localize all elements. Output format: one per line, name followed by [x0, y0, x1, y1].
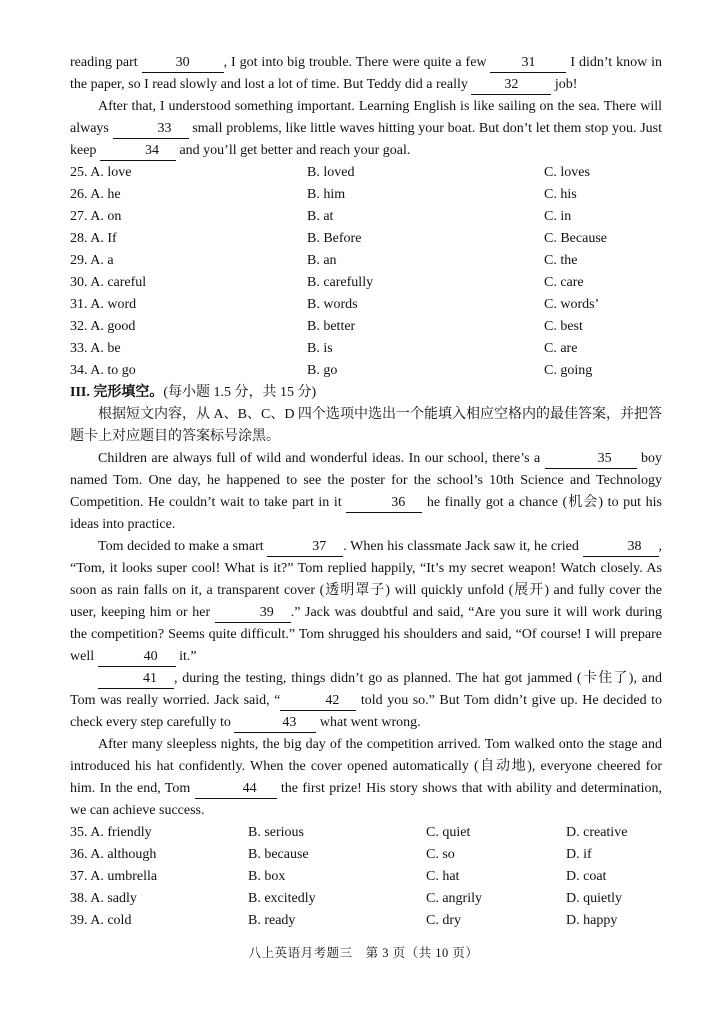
options-list-35-39 — [70, 822, 662, 932]
option-a: 28. A. If — [70, 231, 117, 246]
blank-44: 44 — [195, 780, 277, 799]
text-span: , I got into big trouble. There were quite a few — [223, 55, 491, 70]
option-row-27 — [70, 206, 662, 228]
option-row-33 — [70, 338, 662, 360]
option-a: 35. A. friendly — [70, 825, 152, 840]
option-b: B. carefully — [307, 275, 374, 290]
option-b: B. is — [307, 341, 333, 356]
text-span: . When his classmate Jack saw it, he cried — [343, 539, 583, 554]
text-span: he finally got a chance (机会) to put his ideas into practice. — [70, 495, 662, 532]
text-span: told you so.” But Tom didn’t give up. He decided to check every step carefully to — [70, 693, 662, 730]
option-c: C. are — [544, 341, 578, 356]
option-d: D. creative — [566, 825, 628, 840]
blank-34: 34 — [100, 142, 176, 161]
option-b: B. loved — [307, 165, 355, 180]
section-3-title — [70, 382, 662, 404]
option-a: 37. A. umbrella — [70, 869, 158, 884]
text-span: , during the testing, things didn’t go as planned. The hat got jammed (卡住了), and Tom was really worried. Jack said, “ — [70, 671, 662, 708]
option-b: B. excitedly — [248, 891, 316, 906]
option-d: D. coat — [566, 869, 607, 884]
passage-paragraph-3 — [70, 668, 662, 734]
passage-top-paragraph-1 — [70, 52, 662, 96]
blank-41: 41 — [98, 670, 174, 689]
option-a: 33. A. be — [70, 341, 121, 356]
passage-paragraph-1 — [70, 448, 662, 536]
option-b: B. better — [307, 319, 356, 334]
option-row-35 — [70, 822, 662, 844]
passage-top-paragraph-2 — [70, 96, 662, 162]
option-row-30 — [70, 272, 662, 294]
option-c: C. the — [544, 253, 578, 268]
option-c: C. Because — [544, 231, 607, 246]
option-b: B. Before — [307, 231, 362, 246]
section-heading: III. 完形填空。 — [70, 385, 164, 400]
option-a: 27. A. on — [70, 209, 122, 224]
option-c: C. best — [544, 319, 583, 334]
blank-42: 42 — [280, 692, 356, 711]
option-c: C. hat — [426, 869, 460, 884]
option-c: C. words’ — [544, 297, 600, 312]
option-row-28 — [70, 228, 662, 250]
blank-35: 35 — [545, 450, 637, 469]
page-footer: 八上英语月考题三 第 3 页（共 10 页） — [248, 946, 479, 960]
option-row-38 — [70, 888, 662, 910]
passage-paragraph-4 — [70, 734, 662, 822]
option-b: B. go — [307, 363, 338, 378]
blank-38: 38 — [583, 538, 659, 557]
option-a: 38. A. sadly — [70, 891, 137, 906]
option-c: C. dry — [426, 913, 461, 928]
option-row-36 — [70, 844, 662, 866]
option-b: B. ready — [248, 913, 296, 928]
options-list-25-34 — [70, 162, 662, 382]
option-row-34 — [70, 360, 662, 382]
option-c: C. going — [544, 363, 593, 378]
blank-43: 43 — [234, 714, 316, 733]
text-span: and you’ll get better and reach your goal. — [175, 143, 411, 158]
text-span: After many sleepless nights, the big day of the competition arrived. Tom walked onto the stage and introduced his hat confidently. When the cover opened automatically (自动地), everyone cheered for him. In the end, Tom — [70, 737, 662, 796]
text-span: it.” — [175, 649, 197, 664]
text-span: Tom decided to make a smart — [98, 539, 268, 554]
text-span: what went wrong. — [316, 715, 421, 730]
text-span: After that, I understood something important. Learning English is like sailing on the sea. There will always — [70, 99, 662, 136]
blank-33: 33 — [113, 120, 189, 139]
option-a: 26. A. he — [70, 187, 121, 202]
option-b: B. an — [307, 253, 337, 268]
text-span: Children are always full of wild and wonderful ideas. In our school, there’s a — [98, 451, 545, 466]
option-row-32 — [70, 316, 662, 338]
text-span: .” Jack was doubtful and said, “Are you sure it will work during the competition? Seems quite difficult.” Tom shrugged his shoulders and said, “Of course! I will prepare well — [70, 605, 662, 664]
option-b: B. serious — [248, 825, 304, 840]
text-span: job! — [551, 77, 578, 92]
option-c: C. quiet — [426, 825, 471, 840]
passage-paragraph-2 — [70, 536, 662, 668]
option-c: C. in — [544, 209, 572, 224]
option-d: D. if — [566, 847, 592, 862]
option-row-29 — [70, 250, 662, 272]
blank-30: 30 — [142, 54, 224, 73]
option-a: 34. A. to go — [70, 363, 136, 378]
blank-32: 32 — [471, 76, 551, 95]
option-a: 31. A. word — [70, 297, 137, 312]
section-score-note: (每小题 1.5 分，共 15 分) — [163, 385, 317, 400]
option-d: D. quietly — [566, 891, 622, 906]
option-a: 30. A. careful — [70, 275, 147, 290]
option-row-26 — [70, 184, 662, 206]
text-span: the first prize! His story shows that with ability and determination, we can achieve success. — [70, 781, 662, 818]
option-c: C. so — [426, 847, 455, 862]
option-c: C. his — [544, 187, 577, 202]
option-b: B. him — [307, 187, 346, 202]
blank-36: 36 — [346, 494, 422, 513]
blank-37: 37 — [267, 538, 343, 557]
option-c: C. angrily — [426, 891, 482, 906]
option-b: B. words — [307, 297, 358, 312]
option-a: 25. A. love — [70, 165, 132, 180]
text-span: , “Tom, it looks super cool! What is it?” Tom replied happily, “It’s my secret weapon! Watch closely. As soon as rain falls on it, a transparent cover (透明罩子) will quickly unfold (展开) and fully cover the user, keeping him or her — [70, 539, 662, 620]
text-span: reading part — [70, 55, 142, 70]
option-d: D. happy — [566, 913, 618, 928]
blank-39: 39 — [215, 604, 291, 623]
option-b: B. because — [248, 847, 309, 862]
option-row-25 — [70, 162, 662, 184]
option-a: 29. A. a — [70, 253, 114, 268]
text-span: small problems, like little waves hitting your boat. But don’t let them stop you. Just keep — [70, 121, 662, 158]
section-3-instruction: 根据短文内容，从 A、B、C、D 四个选项中选出一个能填入相应空格内的最佳答案，并把答题卡上对应题目的答案标号涂黑。 — [70, 407, 662, 444]
option-row-39 — [70, 910, 662, 932]
option-a: 36. A. although — [70, 847, 157, 862]
option-a: 32. A. good — [70, 319, 136, 334]
option-row-37 — [70, 866, 662, 888]
text-span: I didn’t know in the paper, so I read slowly and lost a lot of time. But Teddy did a really — [70, 55, 663, 92]
blank-40: 40 — [98, 648, 176, 667]
option-c: C. care — [544, 275, 584, 290]
blank-31: 31 — [490, 54, 566, 73]
option-c: C. loves — [544, 165, 590, 180]
option-row-31 — [70, 294, 662, 316]
option-a: 39. A. cold — [70, 913, 132, 928]
text-span: boy named Tom. One day, he happened to see the poster for the school’s 10th Science and Technology Competition. He couldn’t wait to take part in it — [70, 451, 663, 510]
exam-page — [70, 52, 662, 932]
option-b: B. box — [248, 869, 286, 884]
option-b: B. at — [307, 209, 334, 224]
